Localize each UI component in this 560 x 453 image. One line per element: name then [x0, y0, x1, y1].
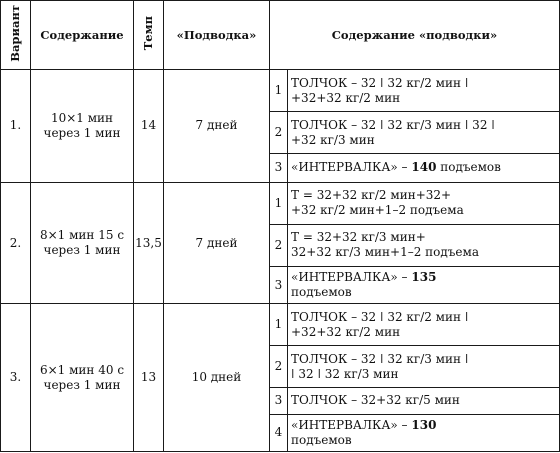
content-line: 6×1 мин 40 с: [39, 362, 125, 377]
step-number: 1: [270, 182, 288, 224]
step-line: 32+32 кг/3 мин+1–2 подъема: [291, 245, 479, 260]
content-line: 10×1 мин: [50, 110, 114, 125]
table-row: [1, 182, 560, 224]
lead-in-duration: 7 дней: [164, 182, 270, 303]
step-content: [288, 154, 560, 183]
step-line: Т = 32+32 кг/3 мин+: [291, 230, 426, 245]
variant-tempo: 14: [134, 70, 164, 183]
variant-tempo: 13: [134, 304, 164, 452]
header-lead-in-content: Содержание «подводки»: [270, 1, 560, 70]
step-line: +32+32 кг/2 мин: [291, 324, 401, 339]
step-content: [288, 346, 560, 388]
lead-in-duration: 7 дней: [164, 70, 270, 183]
content-line: через 1 мин: [43, 377, 121, 392]
step-line: ТОЛЧОК – 32 ǀ 32 кг/2 мин ǀ: [291, 75, 469, 90]
header-lead-in: «Подводка»: [164, 1, 270, 70]
step-number: 3: [270, 154, 288, 183]
header-variant: Вариант: [1, 1, 31, 70]
step-number: 3: [270, 388, 288, 414]
table-row: [1, 304, 560, 346]
interval-unit: подъемов: [291, 432, 352, 447]
variant-content: [31, 304, 134, 452]
step-content: [288, 224, 560, 266]
step-content: [288, 112, 560, 154]
step-line: +32+32 кг/2 мин: [291, 90, 401, 105]
step-number: 2: [270, 112, 288, 154]
variant-tempo: 13,5: [134, 182, 164, 303]
step-line: +32 кг/2 мин+1–2 подъема: [291, 203, 464, 218]
step-number: 1: [270, 304, 288, 346]
step-number: 2: [270, 346, 288, 388]
interval-count: 135: [411, 270, 437, 285]
variant-number: 1.: [1, 70, 31, 183]
step-line: Т = 32+32 кг/2 мин+32+: [291, 188, 452, 203]
step-number: 1: [270, 70, 288, 112]
table-body: [1, 70, 560, 452]
content-line: через 1 мин: [43, 125, 121, 140]
step-line: +32 кг/3 мин: [291, 132, 375, 147]
variant-content: [31, 182, 134, 303]
interval-count: 140: [411, 160, 437, 175]
step-content: [288, 70, 560, 112]
step-content: [288, 266, 560, 303]
interval-label: «ИНТЕРВАЛКА» –: [291, 270, 412, 285]
step-content: [288, 304, 560, 346]
content-line: через 1 мин: [43, 243, 121, 258]
step-line: ǀ 32 ǀ 32 кг/3 мин: [291, 366, 399, 381]
step-number: 3: [270, 266, 288, 303]
step-line: ТОЛЧОК – 32 ǀ 32 кг/3 мин ǀ: [291, 351, 469, 366]
header-row: [1, 1, 560, 70]
lead-in-duration: 10 дней: [164, 304, 270, 452]
header-tempo: Темп: [134, 1, 164, 70]
header-content: Содержание: [31, 1, 134, 70]
interval-unit: подъемов: [436, 160, 501, 175]
interval-label: «ИНТЕРВАЛКА» –: [291, 417, 412, 432]
step-line: ТОЛЧОК – 32+32 кг/5 мин: [291, 393, 460, 408]
variant-number: 2.: [1, 182, 31, 303]
step-line: ТОЛЧОК – 32 ǀ 32 кг/2 мин ǀ: [291, 309, 469, 324]
variant-number: 3.: [1, 304, 31, 452]
interval-unit: подъемов: [291, 285, 352, 300]
interval-label: «ИНТЕРВАЛКА» –: [291, 160, 412, 175]
step-line: ТОЛЧОК – 32 ǀ 32 кг/3 мин ǀ 32 ǀ: [291, 117, 495, 132]
content-line: 8×1 мин 15 с: [39, 228, 125, 243]
step-number: 2: [270, 224, 288, 266]
step-content: [288, 182, 560, 224]
step-content: [288, 388, 560, 414]
table-row: [1, 70, 560, 112]
variant-content: [31, 70, 134, 183]
step-number: 4: [270, 414, 288, 451]
step-content: [288, 414, 560, 451]
interval-count: 130: [411, 417, 437, 432]
